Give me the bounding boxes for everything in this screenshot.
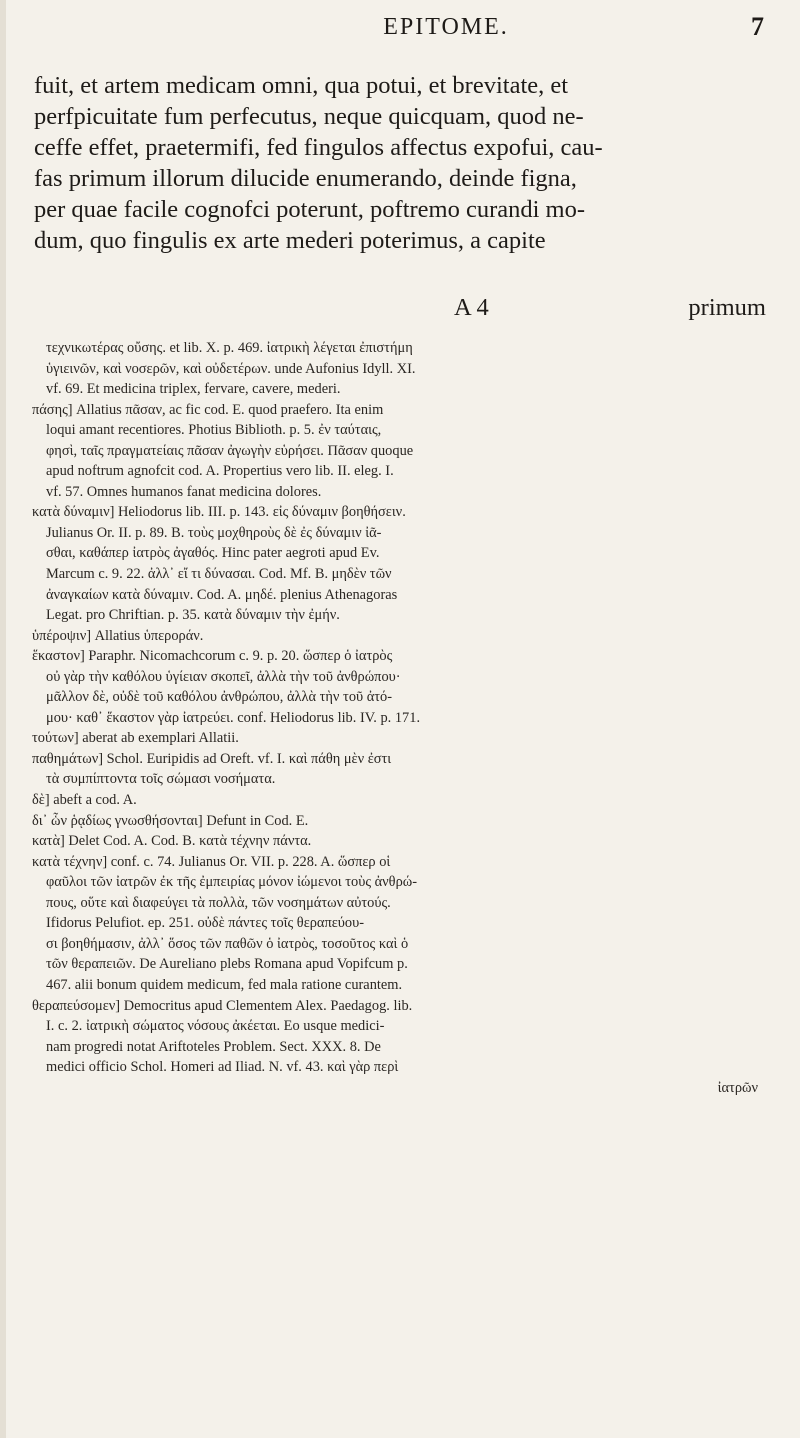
page-number: 7 [751, 12, 764, 41]
note-line: ἕκαστον] Paraphr. Nicomachcorum c. 9. p. 20. ὥσπερ ὁ ἰατρὸς [32, 648, 393, 665]
note-line: medici officio Schol. Homeri ad Iliad. N. vf. 43. καὶ γὰρ περὶ [46, 1059, 399, 1076]
note-line: φαῦλοι τῶν ἰατρῶν ἐκ τῆς ἐμπειρίας μόνον ἰώμενοι τοὺς ἀνθρώ- [46, 874, 418, 891]
note-line: θεραπεύσομεν] Democritus apud Clementem Alex. Paedagog. lib. [32, 997, 413, 1014]
footnotes-block [32, 338, 782, 1098]
catchword: primum [688, 294, 766, 321]
note-line: ἀναγκαίων κατὰ δύναμιν. Cod. A. μηδέ. plenius Athenagoras [46, 586, 398, 603]
note-line: κατὰ] Delet Cod. A. Cod. B. κατὰ τέχνην πάντα. [32, 833, 312, 850]
note-line: κατὰ δύναμιν] Heliodorus lib. III. p. 143. εἰς δύναμιν βοηθήσειν. [32, 504, 406, 521]
note-line: Legat. pro Chriftian. p. 35. κατὰ δύναμιν τὴν ἐμήν. [46, 607, 340, 624]
note-line: nam progredi notat Ariftoteles Problem. Sect. XXX. 8. De [46, 1038, 381, 1055]
note-line: 467. alii bonum quidem medicum, fed mala ratione curantem. [46, 976, 403, 993]
note-line: σι βοηθήμασιν, ἀλλ᾽ ὅσος τῶν παθῶν ὁ ἰατρὸς, τοσοῦτος καὶ ὁ [46, 935, 409, 952]
note-line: Ifidorus Pelufiot. ep. 251. οὐδὲ πάντες τοῖς θεραπεύου- [46, 915, 365, 932]
note-line: σθαι, καθάπερ ἰατρὸς ἀγαθός. Hinc pater aegroti apud Ev. [46, 545, 380, 562]
note-line: vf. 57. Omnes humanos fanat medicina dolores. [46, 483, 322, 500]
note-line: παθημάτων] Schol. Euripidis ad Oreft. vf. I. καὶ πάθη μὲν ἐστι [32, 750, 392, 767]
running-head: EPITOME. [383, 14, 509, 40]
note-line: ὑπέροψιν] Allatius ὑπεροράν. [32, 627, 204, 644]
note-line: τεχνικωτέρας οὔσης. et lib. X. p. 469. ἰατρικὴ λέγεται ἐπιστήμη [46, 340, 413, 356]
note-line: φησὶ, ταῖς πραγματείαις πᾶσαν ἀγωγὴν εὑρήσει. Πᾶσαν quoque [46, 442, 414, 459]
note-line: τούτων] aberat ab exemplari Allatii. [32, 730, 239, 747]
note-line: Marcum c. 9. 22. ἀλλ᾽ εἴ τι δύνασαι. Cod. Mf. B. μηδὲν τῶν [46, 566, 392, 583]
note-line: apud noftrum agnofcit cod. A. Propertius vero lib. II. eleg. I. [46, 463, 394, 480]
note-line: ὑγιεινῶν, καὶ νοσερῶν, καὶ οὐδετέρων. unde Aufonius Idyll. XI. [46, 360, 416, 377]
note-line: κατὰ τέχνην] conf. c. 74. Julianus Or. VII. p. 228. A. ὥσπερ οἱ [32, 853, 391, 870]
note-line: τῶν θεραπειῶν. De Aureliano plebs Romana apud Vopifcum p. [46, 956, 408, 973]
main-text-line: dum, quo fingulis ex arte mederi poterimus, a capite [34, 227, 546, 254]
main-text-block [34, 70, 774, 256]
main-text-line: ceffe effet, praetermifi, fed fingulos affectus expofui, cau- [34, 134, 603, 161]
note-line: δὲ] abeft a cod. A. [32, 792, 137, 809]
signature-mark: A 4 [454, 294, 489, 321]
note-line: μου· καθ᾽ ἕκαστον γὰρ ἰατρεύει. conf. Heliodorus lib. IV. p. 171. [46, 709, 421, 726]
note-line: vf. 69. Et medicina triplex, fervare, cavere, mederi. [46, 381, 341, 398]
signature-line [34, 294, 774, 325]
note-line: πους, οὕτε καὶ διαφεύγει τὰ πολλὰ, τῶν νοσημάτων αὐτούς. [46, 894, 391, 911]
note-line: τὰ συμπίπτοντα τοῖς σώμασι νοσήματα. [46, 771, 276, 788]
main-text-line: fuit, et artem medicam omni, qua potui, et brevitate, et [34, 72, 569, 99]
main-text-line: per quae facile cognofci poterunt, poftremo curandi mo- [34, 196, 586, 223]
note-line: δι᾽ ὧν ῥᾳδίως γνωσθήσονται] Defunt in Cod. E. [32, 812, 309, 829]
note-line: Julianus Or. II. p. 89. B. τοὺς μοχθηροὺς δὲ ἐς δύναμιν ἰᾶ- [46, 524, 382, 541]
note-line: loqui amant recentiores. Photius Biblioth. p. 5. ἐν ταύταις, [46, 422, 382, 439]
main-text-line: perfpicuitate fum perfecutus, neque quicquam, quod ne- [34, 103, 584, 130]
note-line: πάσης] Allatius πᾶσαν, ac fic cod. E. quod praefero. Ita enim [32, 401, 384, 418]
note-line: I. c. 2. ἰατρικὴ σώματος νόσους ἀκέεται. Eo usque medici- [46, 1018, 385, 1035]
note-catchword: ἰατρῶν [717, 1079, 758, 1096]
note-line: μᾶλλον δὲ, οὐδὲ τοῦ καθόλου ἀνθρώπου, ἀλλὰ τὴν τοῦ ἀτό- [46, 689, 393, 706]
main-text-line: fas primum illorum dilucide enumerando, deinde figna, [34, 165, 577, 192]
note-line: οὐ γὰρ τὴν καθόλου ὑγίειαν σκοπεῖ, ἀλλὰ τὴν τοῦ ἀνθρώπου· [46, 668, 401, 685]
